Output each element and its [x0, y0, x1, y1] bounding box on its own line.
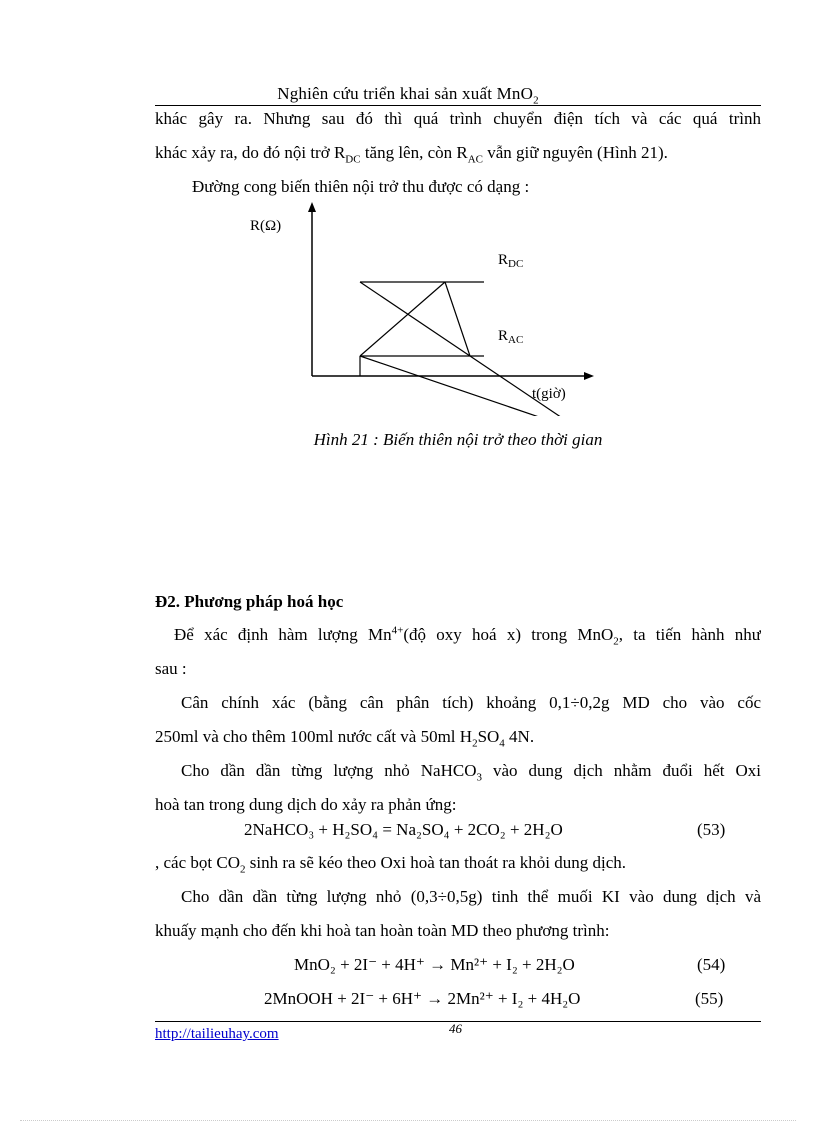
section-body	[155, 618, 761, 822]
text-line: , các bọt $CO_2$ sinh ra sẽ kéo theo Oxi hoà tan thoát ra khỏi dung dịch.	[155, 853, 627, 876]
equation-54-number: (54)	[697, 955, 726, 974]
x-axis-label: t(giờ)	[532, 386, 566, 402]
page-bottom-dotted-line	[20, 1120, 796, 1121]
text-line: 250ml và cho thêm 100ml nước cất và 50ml $H_2SO_4$ 4N.	[155, 727, 535, 750]
y-axis-arrow	[308, 202, 316, 212]
paragraph-intro	[155, 102, 761, 204]
text-line: hoà tan trong dung dịch do xảy ra phản ứng:	[155, 795, 457, 814]
rdc-label: $R_{DC}$	[498, 252, 524, 270]
cross-line-b	[360, 282, 445, 356]
footer-link[interactable]: http://tailieuhay.com	[155, 1026, 279, 1042]
equation-55: 2MnOOH + 2I⁻ + 6H⁺ → 2Mn²⁺ + I₂ + 4H₂O	[264, 989, 581, 1008]
paragraph-co2	[155, 846, 761, 948]
text-line: khác gây ra. Nhưng sau đó thì quá trình chuyển điện tích và các quá trình	[155, 109, 761, 128]
resistance-graph	[240, 196, 600, 416]
y-axis-label: R(Ω)	[250, 218, 282, 234]
text-line: Cho dần dần từng lượng nhỏ NaHCO$_3$ vào dung dịch nhằm đuổi hết Oxi	[181, 761, 761, 784]
page-number: 46	[449, 1021, 462, 1036]
text-line: khác xảy ra, do đó nội trở $R_{DC}$ tăng lên, còn $R_{AC}$ vẫn giữ nguyên (Hình 21).	[155, 143, 668, 166]
text-line: Cân chính xác (bằng cân phân tích) khoảng 0,1÷0,2g MD cho vào cốc	[181, 693, 761, 712]
equation-53-number: (53)	[697, 820, 726, 839]
equation-54: MnO₂ + 2I⁻ + 4H⁺ → Mn²⁺ + I₂ + 2H₂O	[294, 955, 575, 974]
rac-label: $R_{AC}$	[498, 328, 524, 346]
equation-53: 2NaHCO₃ + H₂SO₄ = Na₂SO₄ + 2CO₂ + 2H₂O	[244, 820, 563, 839]
text-line: Cho dần dần từng lượng nhỏ (0,3÷0,5g) tinh thể muối KI vào dung dịch và	[181, 887, 761, 906]
cross-line-a	[360, 282, 470, 356]
figure-caption: Hình 21 : Biến thiên nội trở theo thời gian	[313, 430, 603, 449]
text-line: Để xác định hàm lượng $Mn^{4+}(độ$ oxy hoá x) trong MnO$_2$, ta tiến hành như	[174, 624, 761, 648]
text-line: sau :	[155, 659, 187, 678]
page-header: Nghiên cứu triển khai sản xuất MnO$_2$	[277, 84, 539, 107]
x-axis-arrow	[584, 372, 594, 380]
rdc-decline	[445, 282, 470, 356]
text-line: Đường cong biến thiên nội trở thu được có dạng :	[192, 177, 530, 196]
section-title: Đ2. Phương pháp hoá học	[155, 592, 344, 611]
text-line: khuấy mạnh cho đến khi hoà tan hoàn toàn MD theo phương trình:	[155, 921, 610, 940]
long-diagonal-b	[470, 356, 583, 416]
equation-55-number: (55)	[695, 989, 724, 1008]
